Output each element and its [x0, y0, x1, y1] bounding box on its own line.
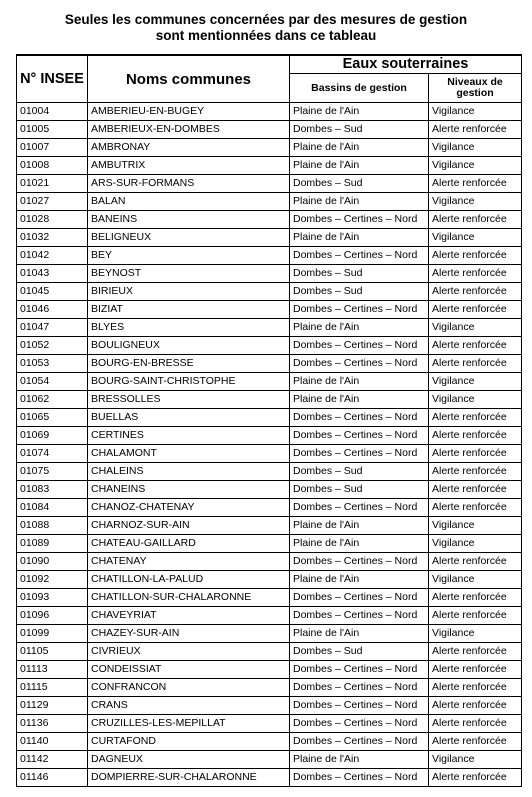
cell-commune: BIRIEUX	[88, 283, 290, 301]
cell-bassin: Plaine de l'Ain	[290, 535, 429, 553]
cell-insee: 01046	[17, 301, 88, 319]
cell-insee: 01053	[17, 355, 88, 373]
cell-bassin: Dombes – Sud	[290, 265, 429, 283]
cell-niveau: Vigilance	[429, 319, 522, 337]
cell-niveau: Alerte renforcée	[429, 121, 522, 139]
cell-niveau: Vigilance	[429, 193, 522, 211]
cell-commune: CONFRANCON	[88, 679, 290, 697]
cell-commune: CHATEAU-GAILLARD	[88, 535, 290, 553]
cell-niveau: Alerte renforcée	[429, 733, 522, 751]
cell-niveau: Alerte renforcée	[429, 553, 522, 571]
cell-commune: BEYNOST	[88, 265, 290, 283]
cell-bassin: Dombes – Certines – Nord	[290, 409, 429, 427]
cell-niveau: Vigilance	[429, 751, 522, 769]
table-row	[17, 553, 522, 571]
cell-insee: 01054	[17, 373, 88, 391]
table-row	[17, 715, 522, 733]
cell-bassin: Plaine de l'Ain	[290, 373, 429, 391]
cell-commune: BELIGNEUX	[88, 229, 290, 247]
table-row	[17, 607, 522, 625]
cell-bassin: Plaine de l'Ain	[290, 229, 429, 247]
cell-commune: CHANEINS	[88, 481, 290, 499]
table-row	[17, 499, 522, 517]
cell-insee: 01021	[17, 175, 88, 193]
cell-bassin: Dombes – Certines – Nord	[290, 715, 429, 733]
table-row	[17, 247, 522, 265]
cell-bassin: Dombes – Certines – Nord	[290, 607, 429, 625]
communes-table	[16, 54, 522, 787]
table-row	[17, 697, 522, 715]
table-row	[17, 733, 522, 751]
cell-bassin: Dombes – Certines – Nord	[290, 697, 429, 715]
cell-commune: CONDEISSIAT	[88, 661, 290, 679]
title-line-1: Seules les communes concernées par des mesures de gestion	[64, 12, 468, 27]
cell-insee: 01007	[17, 139, 88, 157]
cell-bassin: Plaine de l'Ain	[290, 391, 429, 409]
cell-niveau: Alerte renforcée	[429, 769, 522, 787]
cell-niveau: Alerte renforcée	[429, 445, 522, 463]
cell-bassin: Dombes – Certines – Nord	[290, 553, 429, 571]
cell-bassin: Plaine de l'Ain	[290, 157, 429, 175]
cell-bassin: Dombes – Certines – Nord	[290, 445, 429, 463]
table-row	[17, 517, 522, 535]
table-row	[17, 319, 522, 337]
table-row	[17, 571, 522, 589]
cell-niveau: Alerte renforcée	[429, 589, 522, 607]
cell-insee: 01074	[17, 445, 88, 463]
cell-bassin: Dombes – Certines – Nord	[290, 661, 429, 679]
cell-insee: 01028	[17, 211, 88, 229]
table-row	[17, 121, 522, 139]
cell-bassin: Dombes – Certines – Nord	[290, 499, 429, 517]
table-row	[17, 751, 522, 769]
table-row	[17, 139, 522, 157]
cell-insee: 01099	[17, 625, 88, 643]
table-row	[17, 337, 522, 355]
cell-insee: 01043	[17, 265, 88, 283]
header-niveaux-de-gestion: Niveaux de gestion	[429, 74, 522, 103]
cell-commune: CHALEINS	[88, 463, 290, 481]
table-row	[17, 373, 522, 391]
table-row	[17, 229, 522, 247]
cell-niveau: Alerte renforcée	[429, 481, 522, 499]
table-row	[17, 427, 522, 445]
cell-bassin: Plaine de l'Ain	[290, 751, 429, 769]
cell-commune: BOURG-SAINT-CHRISTOPHE	[88, 373, 290, 391]
table-row	[17, 679, 522, 697]
cell-niveau: Alerte renforcée	[429, 643, 522, 661]
cell-insee: 01092	[17, 571, 88, 589]
cell-niveau: Alerte renforcée	[429, 409, 522, 427]
cell-niveau: Alerte renforcée	[429, 301, 522, 319]
cell-commune: AMBRONAY	[88, 139, 290, 157]
cell-bassin: Plaine de l'Ain	[290, 571, 429, 589]
cell-commune: ARS-SUR-FORMANS	[88, 175, 290, 193]
cell-niveau: Vigilance	[429, 625, 522, 643]
cell-niveau: Alerte renforcée	[429, 679, 522, 697]
cell-insee: 01047	[17, 319, 88, 337]
table-row	[17, 535, 522, 553]
cell-niveau: Alerte renforcée	[429, 463, 522, 481]
table-row	[17, 589, 522, 607]
table-row	[17, 301, 522, 319]
cell-commune: AMBERIEU-EN-BUGEY	[88, 103, 290, 121]
table-row	[17, 355, 522, 373]
cell-commune: CHATILLON-SUR-CHALARONNE	[88, 589, 290, 607]
cell-niveau: Vigilance	[429, 373, 522, 391]
cell-commune: BANEINS	[88, 211, 290, 229]
cell-insee: 01069	[17, 427, 88, 445]
cell-insee: 01027	[17, 193, 88, 211]
cell-bassin: Plaine de l'Ain	[290, 625, 429, 643]
title-line-2: sont mentionnées dans ce tableau	[155, 28, 377, 43]
cell-niveau: Vigilance	[429, 535, 522, 553]
cell-commune: BOURG-EN-BRESSE	[88, 355, 290, 373]
table-row	[17, 481, 522, 499]
table-row	[17, 157, 522, 175]
cell-bassin: Plaine de l'Ain	[290, 103, 429, 121]
cell-bassin: Plaine de l'Ain	[290, 139, 429, 157]
cell-insee: 01090	[17, 553, 88, 571]
cell-insee: 01075	[17, 463, 88, 481]
cell-bassin: Plaine de l'Ain	[290, 517, 429, 535]
cell-insee: 01105	[17, 643, 88, 661]
cell-insee: 01142	[17, 751, 88, 769]
cell-insee: 01083	[17, 481, 88, 499]
cell-insee: 01140	[17, 733, 88, 751]
cell-niveau: Alerte renforcée	[429, 499, 522, 517]
cell-commune: BLYES	[88, 319, 290, 337]
table-row	[17, 193, 522, 211]
cell-insee: 01096	[17, 607, 88, 625]
cell-insee: 01045	[17, 283, 88, 301]
cell-bassin: Dombes – Sud	[290, 643, 429, 661]
cell-niveau: Alerte renforcée	[429, 283, 522, 301]
table-row	[17, 175, 522, 193]
cell-commune: CURTAFOND	[88, 733, 290, 751]
page-title	[0, 12, 532, 44]
cell-commune: BUELLAS	[88, 409, 290, 427]
cell-niveau: Vigilance	[429, 157, 522, 175]
header-noms-communes: Noms communes	[88, 55, 290, 103]
cell-bassin: Dombes – Certines – Nord	[290, 427, 429, 445]
cell-insee: 01062	[17, 391, 88, 409]
cell-insee: 01136	[17, 715, 88, 733]
cell-niveau: Vigilance	[429, 517, 522, 535]
cell-insee: 01093	[17, 589, 88, 607]
cell-niveau: Vigilance	[429, 229, 522, 247]
table-row	[17, 283, 522, 301]
cell-bassin: Dombes – Sud	[290, 175, 429, 193]
cell-niveau: Alerte renforcée	[429, 175, 522, 193]
table-row	[17, 463, 522, 481]
cell-commune: AMBERIEUX-EN-DOMBES	[88, 121, 290, 139]
cell-bassin: Plaine de l'Ain	[290, 193, 429, 211]
cell-insee: 01042	[17, 247, 88, 265]
cell-bassin: Dombes – Sud	[290, 283, 429, 301]
cell-bassin: Dombes – Sud	[290, 463, 429, 481]
cell-commune: BALAN	[88, 193, 290, 211]
cell-insee: 01146	[17, 769, 88, 787]
cell-niveau: Alerte renforcée	[429, 211, 522, 229]
cell-niveau: Alerte renforcée	[429, 337, 522, 355]
cell-niveau: Alerte renforcée	[429, 607, 522, 625]
cell-bassin: Dombes – Sud	[290, 121, 429, 139]
cell-insee: 01005	[17, 121, 88, 139]
cell-insee: 01032	[17, 229, 88, 247]
header-bassins-de-gestion: Bassins de gestion	[290, 74, 429, 103]
cell-niveau: Alerte renforcée	[429, 661, 522, 679]
cell-bassin: Dombes – Certines – Nord	[290, 733, 429, 751]
cell-bassin: Dombes – Sud	[290, 481, 429, 499]
cell-commune: CRUZILLES-LES-MEPILLAT	[88, 715, 290, 733]
cell-commune: CHALAMONT	[88, 445, 290, 463]
cell-bassin: Dombes – Certines – Nord	[290, 247, 429, 265]
cell-niveau: Vigilance	[429, 103, 522, 121]
cell-bassin: Dombes – Certines – Nord	[290, 679, 429, 697]
header-eaux-souterraines: Eaux souterraines	[290, 55, 522, 74]
cell-bassin: Dombes – Certines – Nord	[290, 355, 429, 373]
table-row	[17, 643, 522, 661]
cell-commune: CERTINES	[88, 427, 290, 445]
cell-bassin: Plaine de l'Ain	[290, 319, 429, 337]
table-row	[17, 391, 522, 409]
cell-insee: 01113	[17, 661, 88, 679]
cell-commune: DAGNEUX	[88, 751, 290, 769]
cell-commune: CHARNOZ-SUR-AIN	[88, 517, 290, 535]
header-insee: N° INSEE	[17, 55, 88, 103]
cell-commune: CHAVEYRIAT	[88, 607, 290, 625]
cell-insee: 01088	[17, 517, 88, 535]
cell-commune: BEY	[88, 247, 290, 265]
table-row	[17, 661, 522, 679]
cell-niveau: Vigilance	[429, 139, 522, 157]
cell-niveau: Vigilance	[429, 391, 522, 409]
cell-niveau: Alerte renforcée	[429, 427, 522, 445]
table-row	[17, 211, 522, 229]
cell-niveau: Alerte renforcée	[429, 697, 522, 715]
cell-niveau: Alerte renforcée	[429, 715, 522, 733]
cell-insee: 01065	[17, 409, 88, 427]
cell-commune: CHANOZ-CHATENAY	[88, 499, 290, 517]
table-row	[17, 625, 522, 643]
cell-commune: DOMPIERRE-SUR-CHALARONNE	[88, 769, 290, 787]
cell-insee: 01004	[17, 103, 88, 121]
cell-commune: CRANS	[88, 697, 290, 715]
cell-bassin: Dombes – Certines – Nord	[290, 337, 429, 355]
table-row	[17, 409, 522, 427]
cell-insee: 01115	[17, 679, 88, 697]
cell-insee: 01084	[17, 499, 88, 517]
cell-niveau: Alerte renforcée	[429, 355, 522, 373]
cell-insee: 01089	[17, 535, 88, 553]
cell-bassin: Dombes – Certines – Nord	[290, 589, 429, 607]
cell-insee: 01008	[17, 157, 88, 175]
table-row	[17, 769, 522, 787]
cell-niveau: Alerte renforcée	[429, 247, 522, 265]
cell-commune: CHAZEY-SUR-AIN	[88, 625, 290, 643]
cell-commune: BRESSOLLES	[88, 391, 290, 409]
cell-bassin: Dombes – Certines – Nord	[290, 769, 429, 787]
table-row	[17, 103, 522, 121]
table-row	[17, 265, 522, 283]
cell-niveau: Alerte renforcée	[429, 265, 522, 283]
cell-commune: CHATENAY	[88, 553, 290, 571]
cell-bassin: Dombes – Certines – Nord	[290, 301, 429, 319]
cell-niveau: Vigilance	[429, 571, 522, 589]
cell-commune: CHATILLON-LA-PALUD	[88, 571, 290, 589]
cell-commune: CIVRIEUX	[88, 643, 290, 661]
cell-commune: BOULIGNEUX	[88, 337, 290, 355]
cell-insee: 01052	[17, 337, 88, 355]
table-row	[17, 445, 522, 463]
cell-commune: BIZIAT	[88, 301, 290, 319]
cell-insee: 01129	[17, 697, 88, 715]
cell-commune: AMBUTRIX	[88, 157, 290, 175]
cell-bassin: Dombes – Certines – Nord	[290, 211, 429, 229]
